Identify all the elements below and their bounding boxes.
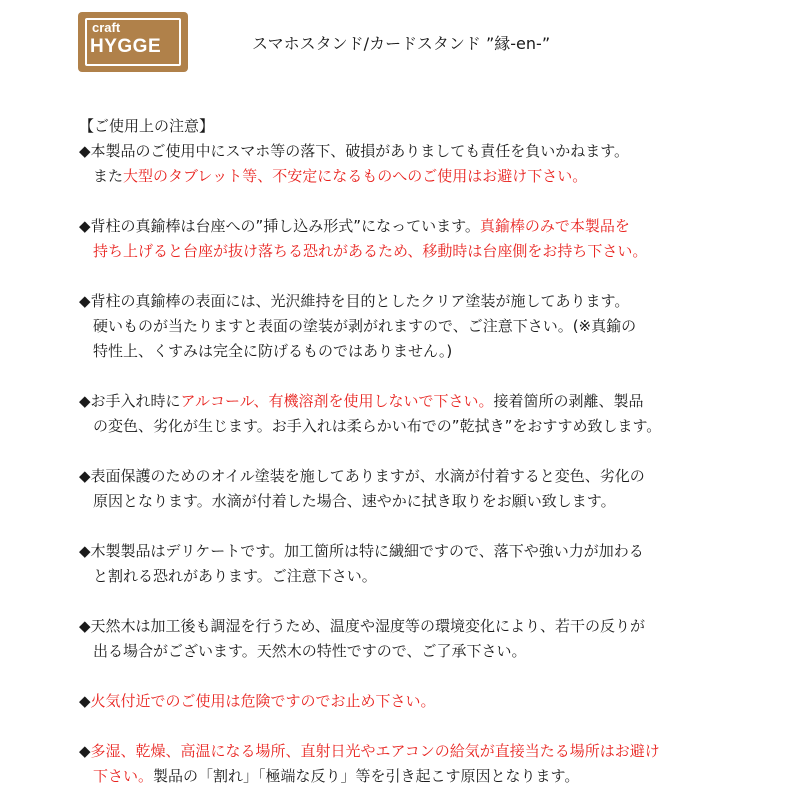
warning-text: 多湿、乾燥、高温になる場所、直射日光やエアコンの給気が直接当たる場所はお避け (90, 742, 660, 760)
note-line (79, 464, 779, 489)
note-line (79, 489, 779, 514)
notes-heading: 【ご使用上の注意】 (79, 117, 215, 135)
note-text: 特性上、くすみは完全に防げるものではありません。) (93, 342, 453, 360)
note-text: と割れる恐れがあります。ご注意下さい。 (93, 567, 377, 585)
logo-small-text: craft (92, 20, 121, 35)
note-text: ◆お手入れ時に (79, 392, 181, 410)
note-text: 原因となります。水滴が付着した場合、速やかに拭き取りをお願い致します。 (93, 492, 616, 510)
note-line (79, 214, 779, 239)
note-line (79, 739, 779, 764)
note-text: ◆表面保護のためのオイル塗装を施してありますが、水滴が付着すると変色、劣化の (79, 467, 645, 485)
note-line (79, 139, 779, 164)
warning-text: 火気付近でのご使用は危険ですのでお止め下さい。 (90, 692, 436, 710)
note-line (79, 414, 779, 439)
note-item (79, 389, 779, 439)
note-line (79, 539, 779, 564)
craft-hygge-logo (78, 12, 188, 72)
note-line (79, 389, 779, 414)
page-title: スマホスタンド/カードスタンド ”縁-en-” (252, 34, 551, 53)
note-line (79, 314, 779, 339)
note-item (79, 739, 779, 789)
note-line (79, 639, 779, 664)
note-text: ◆ (79, 692, 91, 710)
note-text: 出る場合がございます。天然木の特性ですので、ご了承下さい。 (93, 642, 527, 660)
note-item (79, 214, 779, 264)
note-line (79, 289, 779, 314)
note-text: また (93, 167, 124, 185)
note-text: の変色、劣化が生じます。お手入れは柔らかい布での”乾拭き”をおすすめ致します。 (93, 417, 662, 435)
caution-notes (79, 114, 779, 789)
warning-text: アルコール、有機溶剤を使用しないで下さい。 (180, 392, 494, 410)
note-text: ◆ (79, 742, 91, 760)
note-text: ◆木製製品はデリケートです。加工箇所は特に繊細ですので、落下や強い力が加わる (79, 542, 644, 560)
logo-big-text: HYGGE (90, 36, 162, 57)
warning-text: 持ち上げると台座が抜け落ちる恐れがあるため、移動時は台座側をお持ち下さい。 (93, 242, 648, 260)
note-item (79, 539, 779, 589)
note-text: 製品の「割れ」「極端な反り」等を引き起こす原因となります。 (153, 767, 580, 785)
note-text: ◆背柱の真鍮棒の表面には、光沢維持を目的としたクリア塗装が施してあります。 (79, 292, 630, 310)
notes-list (79, 139, 779, 789)
note-line (79, 239, 779, 264)
note-item (79, 689, 779, 714)
note-line (79, 164, 779, 189)
warning-text: 下さい。 (93, 767, 154, 785)
note-line (79, 764, 779, 789)
note-item (79, 289, 779, 364)
note-text: 硬いものが当たりますと表面の塗装が剥がれますので、ご注意下さい。(※真鍮の (93, 317, 637, 335)
note-line (79, 564, 779, 589)
note-line (79, 614, 779, 639)
note-line (79, 689, 779, 714)
note-text: ◆本製品のご使用中にスマホ等の落下、破損がありましても責任を負いかねます。 (79, 142, 630, 160)
note-item (79, 139, 779, 189)
note-text: ◆背柱の真鍮棒は台座への”挿し込み形式”になっています。 (79, 217, 480, 235)
note-item (79, 464, 779, 514)
note-text: ◆天然木は加工後も調湿を行うため、温度や湿度等の環境変化により、若干の反りが (79, 617, 645, 635)
warning-text: 真鍮棒のみで本製品を (479, 217, 630, 235)
note-text: 接着箇所の剥離、製品 (493, 392, 644, 410)
note-item (79, 614, 779, 664)
warning-text: 大型のタブレット等、不安定になるものへのご使用はお避け下さい。 (123, 167, 588, 185)
note-line (79, 339, 779, 364)
